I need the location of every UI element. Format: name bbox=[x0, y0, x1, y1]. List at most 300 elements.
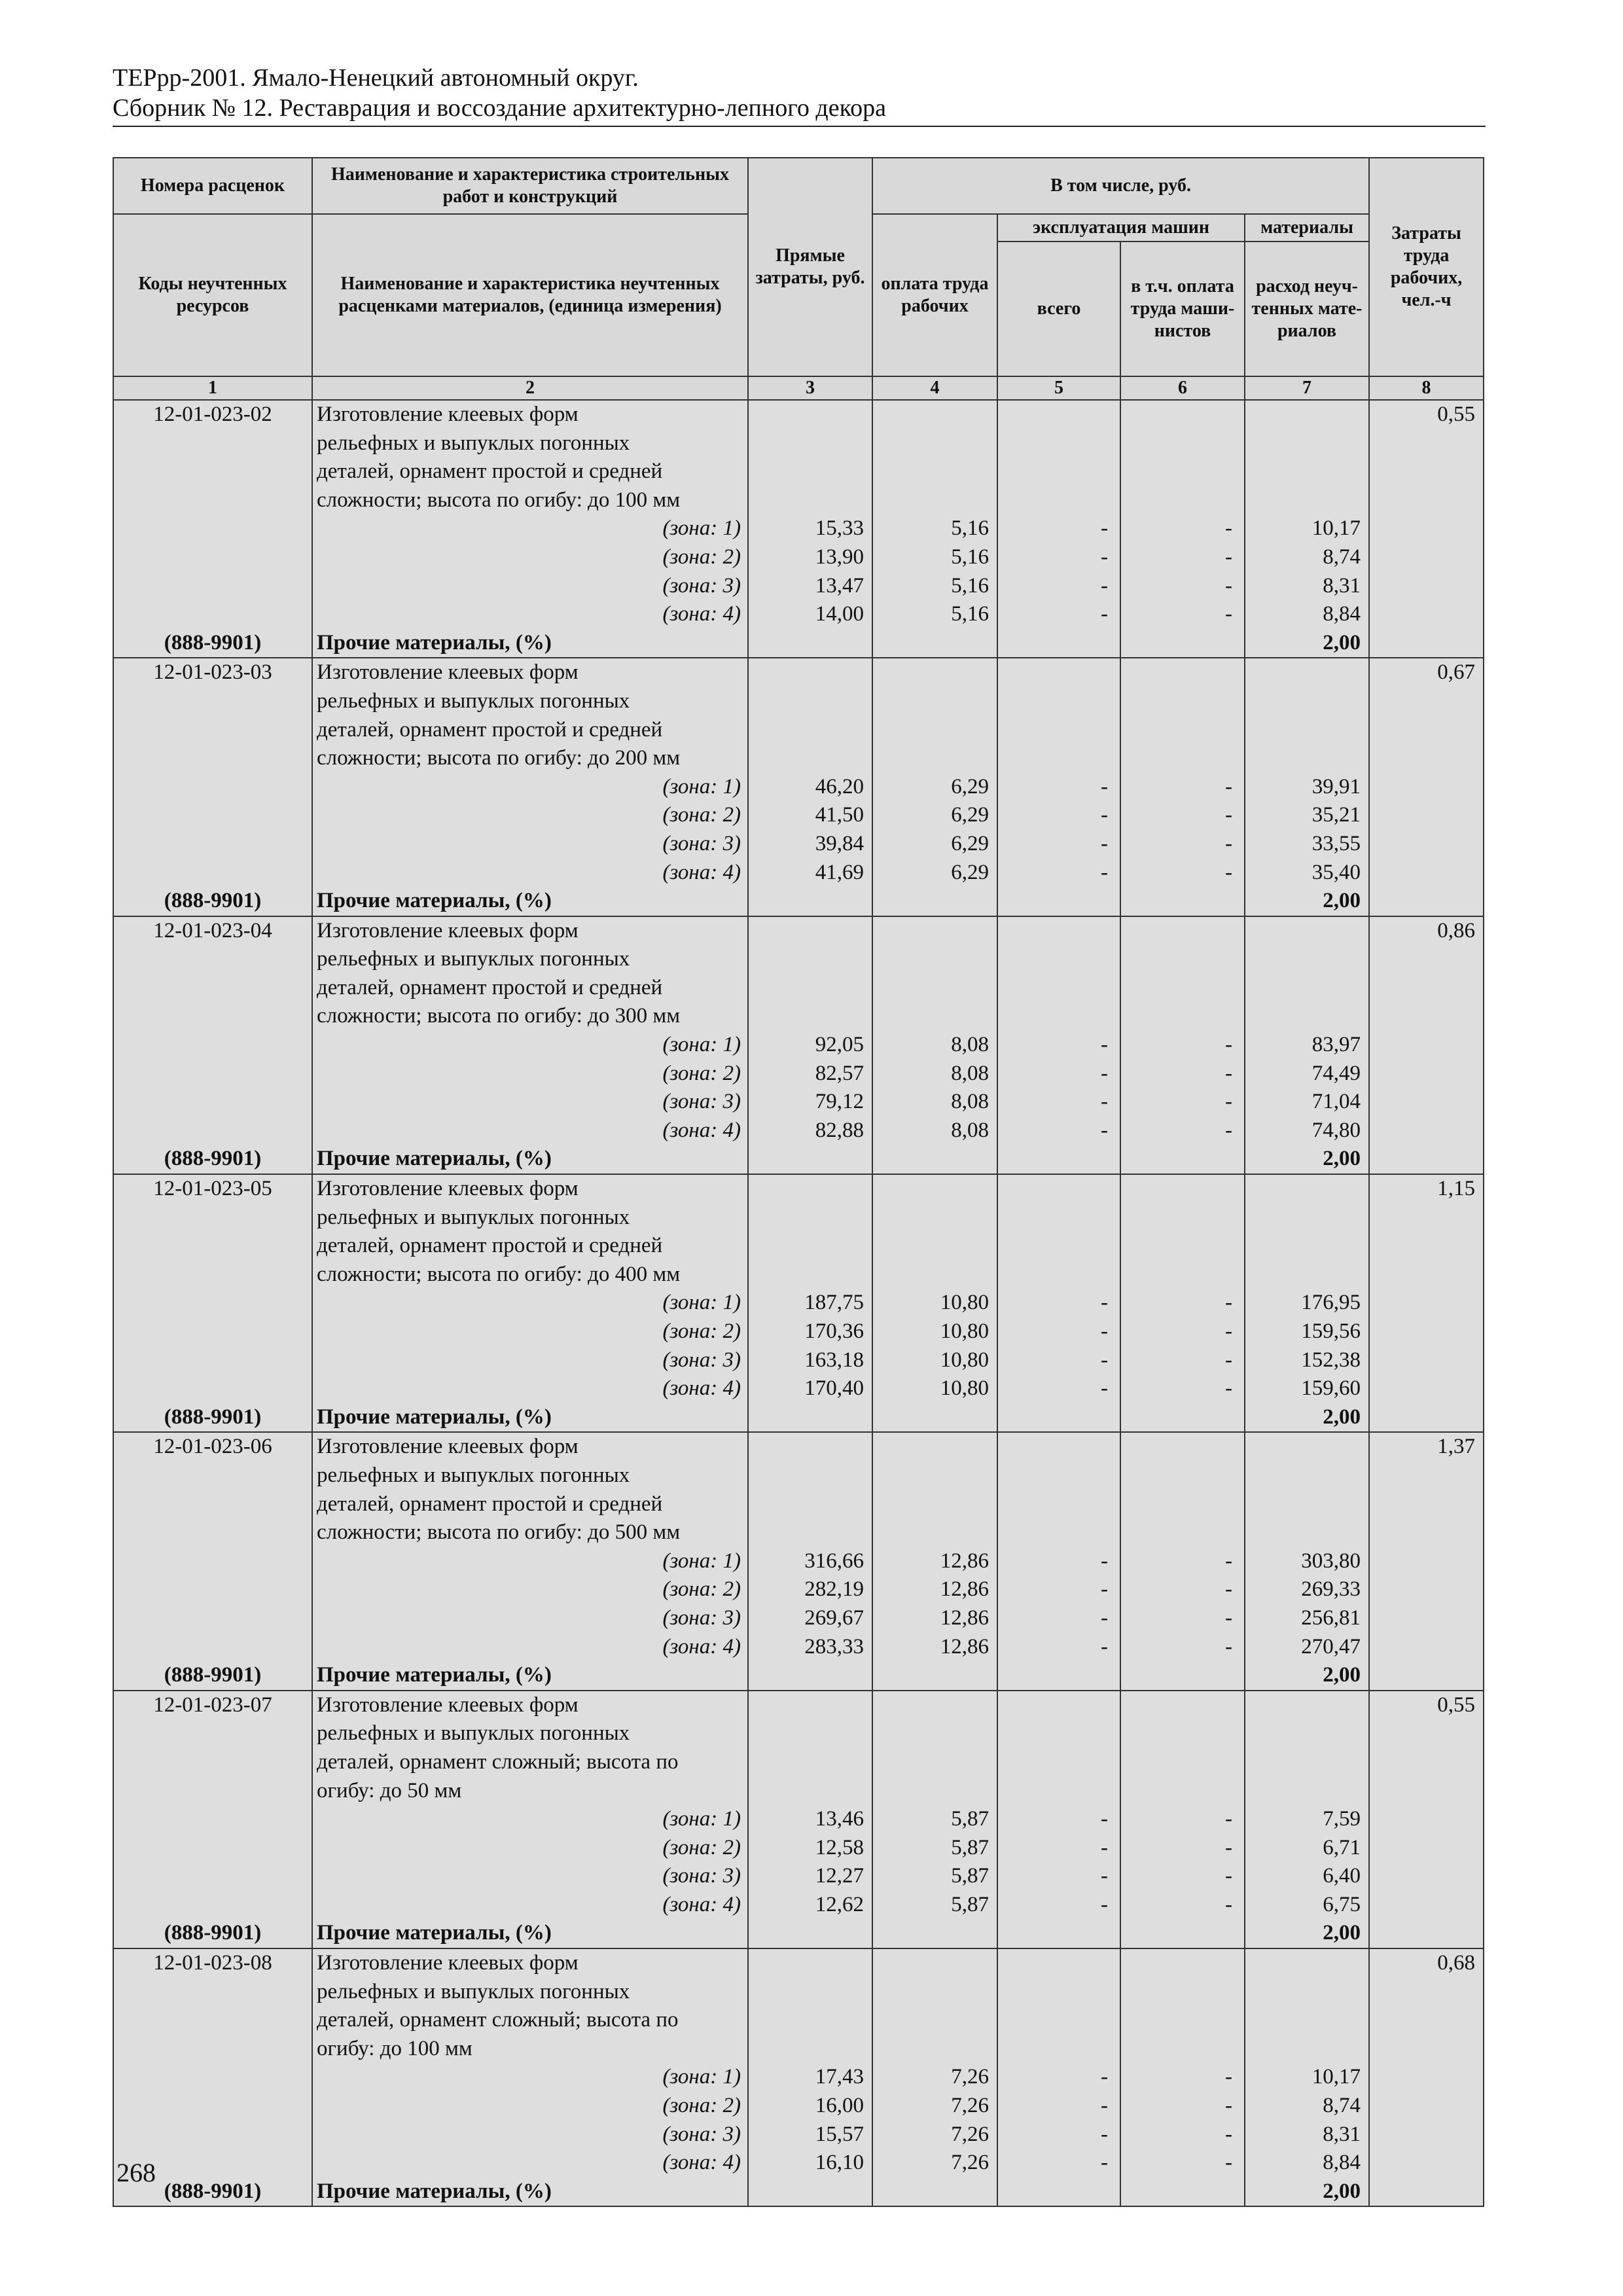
spacer bbox=[873, 2035, 989, 2064]
machinist-pay-cell bbox=[1120, 1948, 1245, 2206]
spacer bbox=[749, 486, 864, 515]
spacer bbox=[873, 1518, 989, 1547]
description-line: огибу: до 50 мм bbox=[317, 1778, 462, 1803]
spacer bbox=[114, 1346, 312, 1375]
labor-pay: 6,29 bbox=[951, 774, 989, 798]
rate-code: 12-01-023-08 bbox=[153, 1951, 272, 1975]
machines-total: - bbox=[1101, 2122, 1108, 2146]
spacer bbox=[998, 486, 1120, 515]
other-materials-code: (888-9901) bbox=[164, 1663, 262, 1687]
spacer bbox=[998, 429, 1120, 458]
labor-pay-cell bbox=[872, 916, 997, 1174]
materials-cost: 6,75 bbox=[1323, 1892, 1361, 1916]
spacer bbox=[114, 1518, 312, 1547]
spacer bbox=[1245, 974, 1361, 1003]
other-materials-label: Прочие материалы, (%) bbox=[317, 1921, 552, 1945]
machinist-pay: - bbox=[1225, 1090, 1232, 1114]
direct-cost: 12,58 bbox=[815, 1835, 864, 1859]
description-line: рельефных и выпуклых погонных bbox=[317, 431, 630, 455]
col-number: 3 bbox=[748, 376, 872, 400]
spacer bbox=[1121, 2035, 1244, 2064]
rate-code-cell bbox=[113, 1432, 312, 1690]
machines-total: - bbox=[1101, 573, 1108, 598]
machinist-pay-cell bbox=[1120, 400, 1245, 658]
rate-code-cell bbox=[113, 916, 312, 1174]
materials-cost: 83,97 bbox=[1311, 1033, 1361, 1057]
description-line: Изготовление клеевых форм bbox=[317, 918, 579, 942]
spacer bbox=[1121, 744, 1244, 773]
other-materials-code: (888-9901) bbox=[164, 2179, 262, 2203]
spacer bbox=[1121, 716, 1244, 745]
description-cell bbox=[312, 400, 748, 658]
spacer bbox=[114, 1060, 312, 1088]
zone-label: (зона: 1) bbox=[662, 516, 741, 541]
rates-table bbox=[113, 157, 1484, 2207]
materials-cost: 256,81 bbox=[1301, 1605, 1361, 1630]
spacer bbox=[114, 1834, 312, 1863]
spacer bbox=[1245, 1175, 1361, 1204]
direct-cost: 41,50 bbox=[815, 803, 864, 827]
labor-pay: 6,29 bbox=[951, 860, 989, 884]
direct-cost: 15,57 bbox=[815, 2122, 864, 2146]
description-line: Изготовление клеевых форм bbox=[317, 1177, 579, 1201]
direct-cost-cell bbox=[748, 1691, 872, 1948]
spacer bbox=[749, 1232, 864, 1261]
other-materials-value: 2,00 bbox=[1323, 1147, 1361, 1171]
materials-cost: 303,80 bbox=[1301, 1549, 1361, 1573]
spacer bbox=[873, 744, 989, 773]
materials-cost: 74,80 bbox=[1311, 1118, 1361, 1142]
spacer bbox=[1245, 687, 1361, 716]
labor-value: 0,55 bbox=[1437, 1693, 1476, 1717]
machines-total-cell bbox=[997, 1174, 1120, 1432]
description-cell bbox=[312, 658, 748, 916]
labor-pay: 12,86 bbox=[940, 1634, 989, 1659]
machinist-pay: - bbox=[1225, 831, 1232, 855]
machines-total: - bbox=[1101, 2151, 1108, 2175]
labor-pay: 7,26 bbox=[951, 2151, 989, 2175]
col-number: 4 bbox=[872, 376, 997, 400]
spacer bbox=[1245, 401, 1361, 429]
materials-cost: 8,84 bbox=[1323, 2151, 1361, 2175]
other-materials-value: 2,00 bbox=[1323, 1405, 1361, 1429]
machines-total: - bbox=[1101, 1090, 1108, 1114]
machinist-pay: - bbox=[1225, 1577, 1232, 1602]
spacer bbox=[1245, 945, 1361, 974]
machinist-pay: - bbox=[1225, 1118, 1232, 1142]
spacer bbox=[998, 1002, 1120, 1031]
materials-cost: 176,95 bbox=[1301, 1291, 1361, 1315]
spacer bbox=[749, 917, 864, 946]
spacer bbox=[1121, 658, 1244, 687]
direct-cost: 163,18 bbox=[804, 1348, 864, 1372]
spacer bbox=[114, 801, 312, 830]
labor-pay-cell bbox=[872, 1948, 997, 2206]
direct-cost: 82,88 bbox=[815, 1118, 864, 1142]
other-materials-label: Прочие материалы, (%) bbox=[317, 1147, 552, 1171]
description-line: сложности; высота по огибу: до 300 мм bbox=[317, 1004, 681, 1028]
machines-total: - bbox=[1101, 803, 1108, 827]
description-line: деталей, орнамент простой и средней bbox=[317, 717, 663, 742]
other-materials-value: 2,00 bbox=[1323, 1663, 1361, 1687]
machines-total: - bbox=[1101, 831, 1108, 855]
machinist-pay: - bbox=[1225, 545, 1232, 569]
collection-subtitle: Сборник № 12. Реставрация и воссоздание архитектурно-лепного декора bbox=[113, 94, 886, 122]
spacer bbox=[1245, 1433, 1361, 1462]
direct-cost-cell bbox=[748, 658, 872, 916]
spacer bbox=[998, 1175, 1120, 1204]
machinist-pay: - bbox=[1225, 1807, 1232, 1831]
spacer bbox=[114, 945, 312, 974]
spacer bbox=[114, 1862, 312, 1891]
spacer bbox=[1245, 1490, 1361, 1519]
head-labor: Затраты труда рабочих, чел.-ч bbox=[1369, 158, 1484, 376]
rate-code: 12-01-023-05 bbox=[153, 1177, 272, 1201]
description-line: рельефных и выпуклых погонных bbox=[317, 689, 630, 713]
other-materials-code: (888-9901) bbox=[164, 889, 262, 913]
spacer bbox=[873, 1433, 989, 1462]
description-line: Изготовление клеевых форм bbox=[317, 1951, 579, 1975]
zone-label: (зона: 1) bbox=[662, 774, 741, 798]
rate-row bbox=[113, 1174, 1484, 1432]
labor-pay: 12,86 bbox=[940, 1605, 989, 1630]
labor-pay: 10,80 bbox=[940, 1376, 989, 1401]
spacer bbox=[873, 1777, 989, 1806]
zone-label: (зона: 4) bbox=[662, 1118, 741, 1142]
description-line: Изготовление клеевых форм bbox=[317, 1435, 579, 1459]
spacer bbox=[114, 429, 312, 458]
table-head bbox=[113, 158, 1484, 400]
spacer bbox=[749, 429, 864, 458]
description-line: Изготовление клеевых форм bbox=[317, 1693, 579, 1717]
head-work-name: Наименование и характеристика строительных работ и конструкций bbox=[312, 158, 748, 214]
spacer bbox=[1245, 1719, 1361, 1748]
rate-code: 12-01-023-02 bbox=[153, 403, 272, 426]
zone-label: (зона: 4) bbox=[662, 2151, 741, 2175]
description-cell bbox=[312, 1691, 748, 1948]
direct-cost: 12,27 bbox=[815, 1864, 864, 1888]
labor-pay-cell bbox=[872, 400, 997, 658]
machinist-pay: - bbox=[1225, 1864, 1232, 1888]
direct-cost: 170,40 bbox=[804, 1376, 864, 1401]
other-materials-code: (888-9901) bbox=[164, 1405, 262, 1429]
materials-cost: 10,17 bbox=[1311, 516, 1361, 541]
spacer bbox=[114, 1031, 312, 1060]
labor-pay-cell bbox=[872, 1691, 997, 1948]
spacer bbox=[998, 1949, 1120, 1978]
machinist-pay: - bbox=[1225, 1348, 1232, 1372]
labor-pay: 5,16 bbox=[951, 602, 989, 626]
spacer bbox=[749, 1748, 864, 1777]
machines-total: - bbox=[1101, 1835, 1108, 1859]
description-line: сложности; высота по огибу: до 500 мм bbox=[317, 1520, 681, 1545]
materials-cost: 6,40 bbox=[1323, 1864, 1361, 1888]
spacer bbox=[1121, 1518, 1244, 1547]
spacer bbox=[1121, 917, 1244, 946]
labor-pay: 5,16 bbox=[951, 545, 989, 569]
rate-code-cell bbox=[113, 658, 312, 916]
labor-pay: 6,29 bbox=[951, 803, 989, 827]
machines-total: - bbox=[1101, 1118, 1108, 1142]
materials-cost: 152,38 bbox=[1301, 1348, 1361, 1372]
zone-label: (зона: 2) bbox=[662, 1835, 741, 1859]
zone-label: (зона: 4) bbox=[662, 1634, 741, 1659]
spacer bbox=[1245, 658, 1361, 687]
spacer bbox=[114, 1575, 312, 1604]
materials-cost: 8,31 bbox=[1323, 573, 1361, 598]
machinist-pay: - bbox=[1225, 2122, 1232, 2146]
direct-cost: 79,12 bbox=[815, 1090, 864, 1114]
spacer bbox=[1245, 1518, 1361, 1547]
labor-value: 1,15 bbox=[1437, 1177, 1476, 1201]
rate-code-cell bbox=[113, 1691, 312, 1948]
machines-total: - bbox=[1101, 1549, 1108, 1573]
other-materials-label: Прочие материалы, (%) bbox=[317, 2179, 552, 2203]
machinist-pay: - bbox=[1225, 1291, 1232, 1315]
materials-cost: 35,40 bbox=[1311, 860, 1361, 884]
labor-value: 0,86 bbox=[1437, 918, 1476, 942]
machinist-pay: - bbox=[1225, 1549, 1232, 1573]
labor-pay: 7,26 bbox=[951, 2094, 989, 2118]
spacer bbox=[1121, 974, 1244, 1003]
head-unaccounted: расход неуч-тенных мате-риалов bbox=[1245, 242, 1369, 376]
materials-cost: 71,04 bbox=[1311, 1090, 1361, 1114]
spacer bbox=[114, 1002, 312, 1031]
spacer bbox=[1245, 1978, 1361, 2007]
spacer bbox=[1245, 429, 1361, 458]
spacer bbox=[114, 1891, 312, 1920]
spacer bbox=[114, 1748, 312, 1777]
machinist-pay: - bbox=[1225, 774, 1232, 798]
description-cell bbox=[312, 916, 748, 1174]
spacer bbox=[998, 744, 1120, 773]
spacer bbox=[873, 1949, 989, 1978]
col-number: 7 bbox=[1245, 376, 1369, 400]
machinist-pay: - bbox=[1225, 2151, 1232, 2175]
head-machines: эксплуатация машин bbox=[997, 214, 1245, 242]
direct-cost: 12,62 bbox=[815, 1892, 864, 1916]
spacer bbox=[1245, 457, 1361, 486]
labor-pay: 5,87 bbox=[951, 1864, 989, 1888]
materials-cost: 270,47 bbox=[1301, 1634, 1361, 1659]
direct-cost: 13,90 bbox=[815, 545, 864, 569]
zone-label: (зона: 2) bbox=[662, 2094, 741, 2118]
description-line: деталей, орнамент простой и средней bbox=[317, 459, 663, 484]
direct-cost: 46,20 bbox=[815, 774, 864, 798]
labor-value: 0,67 bbox=[1437, 660, 1476, 685]
spacer bbox=[749, 1204, 864, 1232]
spacer bbox=[114, 1547, 312, 1576]
header-rule bbox=[113, 126, 1486, 127]
other-materials-value: 2,00 bbox=[1323, 1921, 1361, 1945]
direct-cost-cell bbox=[748, 1948, 872, 2206]
machines-total: - bbox=[1101, 1376, 1108, 1401]
spacer bbox=[1121, 401, 1244, 429]
description-cell bbox=[312, 1948, 748, 2206]
other-materials-label: Прочие материалы, (%) bbox=[317, 1663, 552, 1687]
zone-label: (зона: 2) bbox=[662, 1061, 741, 1085]
labor-pay: 8,08 bbox=[951, 1118, 989, 1142]
machines-total: - bbox=[1101, 1348, 1108, 1372]
materials-cost: 6,71 bbox=[1323, 1835, 1361, 1859]
machinist-pay: - bbox=[1225, 1319, 1232, 1343]
spacer bbox=[114, 1462, 312, 1490]
spacer bbox=[1245, 1462, 1361, 1490]
labor-value: 0,68 bbox=[1437, 1951, 1476, 1975]
labor-pay: 10,80 bbox=[940, 1348, 989, 1372]
zone-label: (зона: 1) bbox=[662, 1291, 741, 1315]
materials-cost: 35,21 bbox=[1311, 803, 1361, 827]
materials-cell bbox=[1245, 1691, 1369, 1948]
spacer bbox=[1245, 1204, 1361, 1232]
spacer bbox=[114, 974, 312, 1003]
spacer bbox=[114, 859, 312, 888]
rate-code: 12-01-023-03 bbox=[153, 660, 272, 685]
direct-cost: 170,36 bbox=[804, 1319, 864, 1343]
direct-cost: 283,33 bbox=[804, 1634, 864, 1659]
description-line: деталей, орнамент сложный; высота по bbox=[317, 2008, 679, 2032]
direct-cost: 14,00 bbox=[815, 602, 864, 626]
spacer bbox=[1245, 486, 1361, 515]
machinist-pay-cell bbox=[1120, 1174, 1245, 1432]
spacer bbox=[114, 1261, 312, 1289]
machinist-pay: - bbox=[1225, 860, 1232, 884]
materials-cell bbox=[1245, 1948, 1369, 2206]
labor-pay: 10,80 bbox=[940, 1319, 989, 1343]
direct-cost: 17,43 bbox=[815, 2065, 864, 2089]
spacer bbox=[749, 1490, 864, 1519]
spacer bbox=[749, 1261, 864, 1289]
materials-cost: 159,60 bbox=[1301, 1376, 1361, 1401]
description-cell bbox=[312, 1432, 748, 1690]
spacer bbox=[873, 945, 989, 974]
labor-pay: 5,87 bbox=[951, 1892, 989, 1916]
spacer bbox=[1121, 429, 1244, 458]
machinist-pay-cell bbox=[1120, 1691, 1245, 1948]
direct-cost: 82,57 bbox=[815, 1061, 864, 1085]
materials-cost: 8,74 bbox=[1323, 545, 1361, 569]
direct-cost: 15,33 bbox=[815, 516, 864, 541]
rate-code: 12-01-023-04 bbox=[153, 918, 272, 942]
labor-pay-cell bbox=[872, 658, 997, 916]
spacer bbox=[873, 658, 989, 687]
direct-cost: 16,00 bbox=[815, 2094, 864, 2118]
rate-row bbox=[113, 658, 1484, 916]
description-line: рельефных и выпуклых погонных bbox=[317, 947, 630, 971]
direct-cost: 316,66 bbox=[804, 1549, 864, 1573]
rate-code: 12-01-023-06 bbox=[153, 1435, 272, 1459]
materials-cell bbox=[1245, 916, 1369, 1174]
labor-cell bbox=[1369, 1691, 1484, 1948]
spacer bbox=[749, 658, 864, 687]
machinist-pay: - bbox=[1225, 1634, 1232, 1659]
spacer bbox=[1121, 2006, 1244, 2035]
spacer bbox=[1121, 945, 1244, 974]
labor-pay: 8,08 bbox=[951, 1090, 989, 1114]
spacer bbox=[998, 1261, 1120, 1289]
machinist-pay: - bbox=[1225, 1061, 1232, 1085]
machines-total: - bbox=[1101, 860, 1108, 884]
direct-cost: 269,67 bbox=[804, 1605, 864, 1630]
spacer bbox=[114, 1719, 312, 1748]
machines-total: - bbox=[1101, 1605, 1108, 1630]
zone-label: (зона: 4) bbox=[662, 602, 741, 626]
spacer bbox=[1121, 1490, 1244, 1519]
spacer bbox=[1245, 716, 1361, 745]
rate-row bbox=[113, 400, 1484, 658]
spacer bbox=[873, 486, 989, 515]
spacer bbox=[998, 1691, 1120, 1720]
machinist-pay: - bbox=[1225, 803, 1232, 827]
description-line: рельефных и выпуклых погонных bbox=[317, 1205, 630, 1229]
labor-pay: 6,29 bbox=[951, 831, 989, 855]
spacer bbox=[1245, 1748, 1361, 1777]
labor-pay: 5,87 bbox=[951, 1807, 989, 1831]
machines-total-cell bbox=[997, 1691, 1120, 1948]
machinist-pay: - bbox=[1225, 1892, 1232, 1916]
description-line: деталей, орнамент простой и средней bbox=[317, 975, 663, 999]
labor-cell bbox=[1369, 1174, 1484, 1432]
machines-total: - bbox=[1101, 516, 1108, 541]
machinist-pay: - bbox=[1225, 573, 1232, 598]
spacer bbox=[1245, 1261, 1361, 1289]
materials-cell bbox=[1245, 658, 1369, 916]
head-machinist-pay: в т.ч. оплата труда маши-нистов bbox=[1120, 242, 1245, 376]
labor-pay: 5,16 bbox=[951, 516, 989, 541]
spacer bbox=[998, 658, 1120, 687]
spacer bbox=[1121, 1777, 1244, 1806]
spacer bbox=[1245, 2035, 1361, 2064]
spacer bbox=[873, 974, 989, 1003]
zone-label: (зона: 1) bbox=[662, 2065, 741, 2089]
labor-pay: 12,86 bbox=[940, 1549, 989, 1573]
spacer bbox=[873, 1261, 989, 1289]
spacer bbox=[114, 514, 312, 543]
spacer bbox=[1245, 744, 1361, 773]
spacer bbox=[998, 1462, 1120, 1490]
machines-total: - bbox=[1101, 602, 1108, 626]
description-line: Изготовление клеевых форм bbox=[317, 660, 579, 685]
direct-cost-cell bbox=[748, 916, 872, 1174]
spacer bbox=[114, 1204, 312, 1232]
spacer bbox=[1245, 2006, 1361, 2035]
machines-total: - bbox=[1101, 1864, 1108, 1888]
head-labor-pay: оплата труда рабочих bbox=[872, 214, 997, 376]
spacer bbox=[1245, 1232, 1361, 1261]
col-number: 1 bbox=[113, 376, 312, 400]
spacer bbox=[749, 1462, 864, 1490]
machines-total: - bbox=[1101, 1892, 1108, 1916]
spacer bbox=[114, 572, 312, 601]
spacer bbox=[998, 1433, 1120, 1462]
other-materials-code: (888-9901) bbox=[164, 1147, 262, 1171]
machines-total: - bbox=[1101, 1061, 1108, 1085]
machinist-pay: - bbox=[1225, 1033, 1232, 1057]
zone-label: (зона: 1) bbox=[662, 1033, 741, 1057]
machines-total: - bbox=[1101, 1807, 1108, 1831]
machines-total: - bbox=[1101, 1033, 1108, 1057]
labor-pay: 12,86 bbox=[940, 1577, 989, 1602]
description-line: деталей, орнамент простой и средней bbox=[317, 1234, 663, 1258]
spacer bbox=[114, 687, 312, 716]
spacer bbox=[749, 687, 864, 716]
spacer bbox=[114, 830, 312, 859]
description-line: сложности; высота по огибу: до 100 мм bbox=[317, 488, 681, 512]
labor-pay-cell bbox=[872, 1174, 997, 1432]
other-materials-label: Прочие материалы, (%) bbox=[317, 1405, 552, 1429]
description-line: рельефных и выпуклых погонных bbox=[317, 1721, 630, 1746]
spacer bbox=[998, 716, 1120, 745]
